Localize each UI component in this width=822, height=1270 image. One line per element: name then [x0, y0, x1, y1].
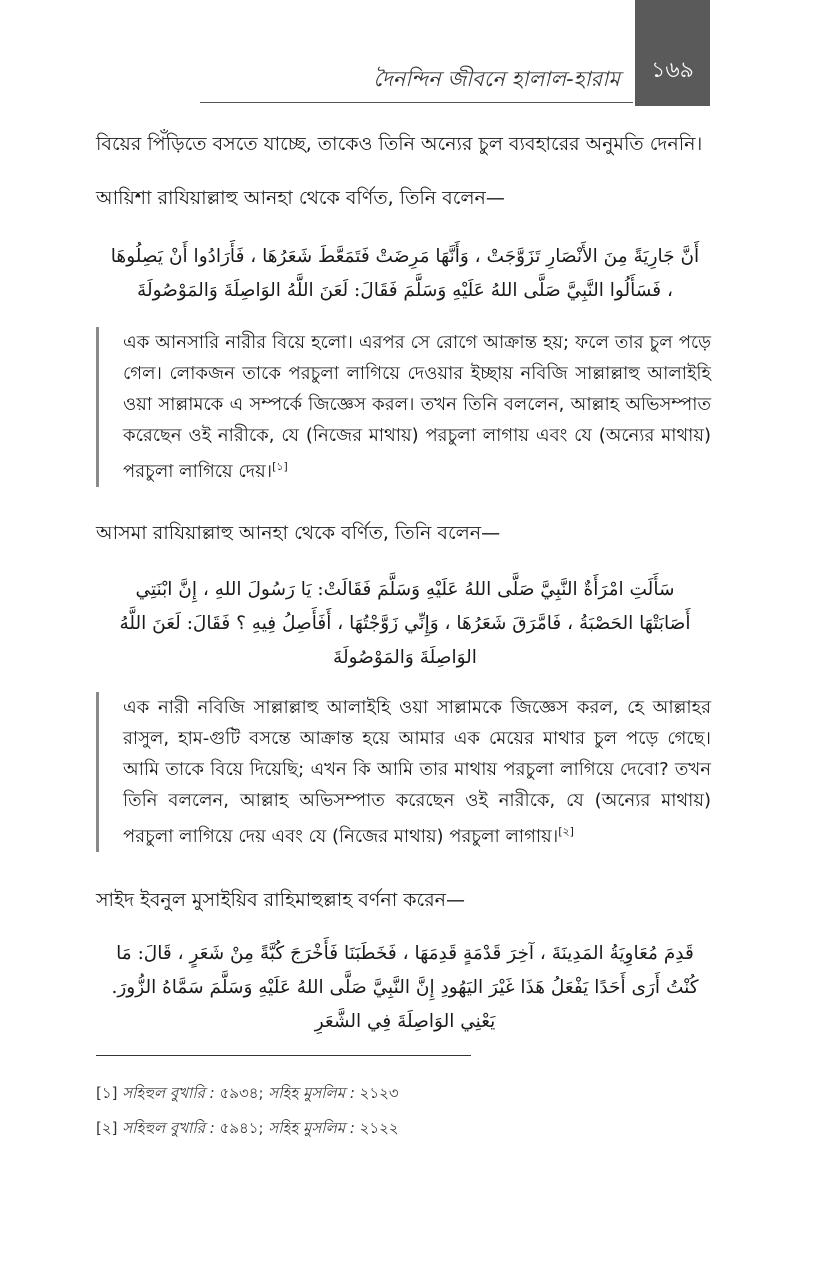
footnote-1-number: [১] [96, 1084, 118, 1102]
footnote-1 [96, 1082, 711, 1107]
narration-said: সাইদ ইবনুল মুসাইয়িব রাহিমাহুল্লাহ বর্ণনা করেন— [96, 889, 465, 911]
footnote-2-source-b: সহিহ মুসলিম : [268, 1119, 360, 1137]
page-number-box [635, 0, 710, 106]
footnote-2-source-a: সহিহুল বুখারি : [122, 1119, 220, 1137]
footnote-2-ref-b: ২১২২ [359, 1119, 399, 1137]
footnote-2-ref-a: ৫৯৪১; [219, 1119, 269, 1137]
footnote-divider [96, 1055, 471, 1056]
footnote-ref-2[interactable]: [২] [558, 825, 574, 838]
footnote-1-source-a: সহিহুল বুখারি : [122, 1084, 220, 1102]
arabic-hadith-2: سَأَلَتِ امْرَأَةٌ النَّبِيَّ صَلَّى اللهُ عَلَيْهِ وَسَلَّمَ فَقَالَتْ: يَا رَسُولَ اللهِ ، إِنَّ ابْنَتِي أَصَابَتْهَا الحَصْبَةُ ، فَامَّرَقَ شَعَرُهَا ، وَإِنِّي زَوَّجْتُهَا ، أَفَأَصِلُ فِيهِ ؟ فَقَالَ: لَعَنَ اللَّهُ الوَاصِلَةَ وَالمَوْصُولَةَ [119, 579, 691, 668]
translation-1-text: এক আনসারি নারীর বিয়ে হলো। এরপর সে রোগে আক্রান্ত হয়; ফলে তার চুল পড়ে গেল। লোকজন তাকে পরচুলা লাগিয়ে দেওয়ার ইচ্ছায় নবিজি সাল্লাল্লাহু আলাইহি ওয়া সাল্লামকে এ সম্পর্কে জিজ্ঞেস করল। তখন তিনি বললেন, আল্লাহ অভিসম্পাত করেছেন ওই নারীকে, যে (নিজের মাথায়) পরচুলা লাগায় এবং যে (অন্যের মাথায়) পরচুলা লাগিয়ে দেয়। [123, 332, 711, 482]
narration-asma: আসমা রাযিয়াল্লাহু আনহা থেকে বর্ণিত, তিনি বলেন— [96, 522, 501, 544]
footnote-1-ref-a: ৫৯৩৪; [219, 1084, 269, 1102]
footnote-2-number: [২] [96, 1119, 118, 1137]
translation-block-1 [96, 327, 711, 487]
translation-2-text: এক নারী নবিজি সাল্লাল্লাহু আলাইহি ওয়া সাল্লামকে জিজ্ঞেস করল, হে আল্লাহর রাসুল, হাম-গুটি বসন্তে আক্রান্ত হয়ে আমার এক মেয়ের মাথার চুল পড়ে গেছে। আমি তাকে বিয়ে দিয়েছি; এখন কি আমি তার মাথায় পরচুলা লাগিয়ে দেবো? তখন তিনি বললেন, আল্লাহ অভিসম্পাত করেছেন ওই নারীকে, যে (অন্যের মাথায়) পরচুলা লাগিয়ে দেয় এবং যে (নিজের মাথায়) পরচুলা লাগায়। [123, 697, 711, 847]
footnote-ref-1[interactable]: [১] [272, 460, 288, 473]
footnote-1-source-b: সহিহ মুসলিম : [268, 1084, 360, 1102]
page-number: ১৬৯ [651, 58, 694, 83]
intro-line: বিয়ের পিঁড়িতে বসতে যাচ্ছে, তাকেও তিনি অন্যের চুল ব্যবহারের অনুমতি দেননি। [96, 133, 703, 155]
narration-aisha: আয়িশা রাযিয়াল্লাহু আনহা থেকে বর্ণিত, তিনি বলেন— [96, 187, 505, 209]
arabic-hadith-1: أَنَّ جَارِيَةً مِنَ الأَنْصَارِ تَزَوَّجَتْ ، وَأَنَّهَا مَرِضَتْ فَتَمَعَّطَ شَعَرُهَا ، فَأَرَادُوا أَنْ يَصِلُوهَا ، فَسَأَلُوا النَّبِيَّ صَلَّى اللهُ عَلَيْهِ وَسَلَّمَ فَقَالَ: لَعَنَ اللَّهُ الوَاصِلَةَ وَالمَوْصُولَةَ [110, 246, 700, 301]
footnote-1-ref-b: ২১২৩ [359, 1084, 399, 1102]
arabic-hadith-3: قَدِمَ مُعَاوِيَةُ المَدِينَةَ ، آخِرَ قَدْمَةٍ قَدِمَهَا ، فَخَطَبَنَا فَأَخْرَجَ كُبَّةً مِنْ شَعَرٍ ، قَالَ: مَا كُنْتُ أَرَى أَحَدًا يَفْعَلُ هَذَا غَيْرَ اليَهُودِ إِنَّ النَّبِيَّ صَلَّى اللهُ عَلَيْهِ وَسَلَّمَ سَمَّاهُ الزُّورَ. يَعْنِي الوَاصِلَةَ فِي الشَّعَرِ [111, 943, 699, 1032]
running-header-title: দৈনন্দিন জীবনে হালাল-হারাম [373, 67, 620, 91]
header-divider [200, 102, 633, 103]
translation-block-2 [96, 692, 711, 852]
footnote-2 [96, 1117, 711, 1142]
